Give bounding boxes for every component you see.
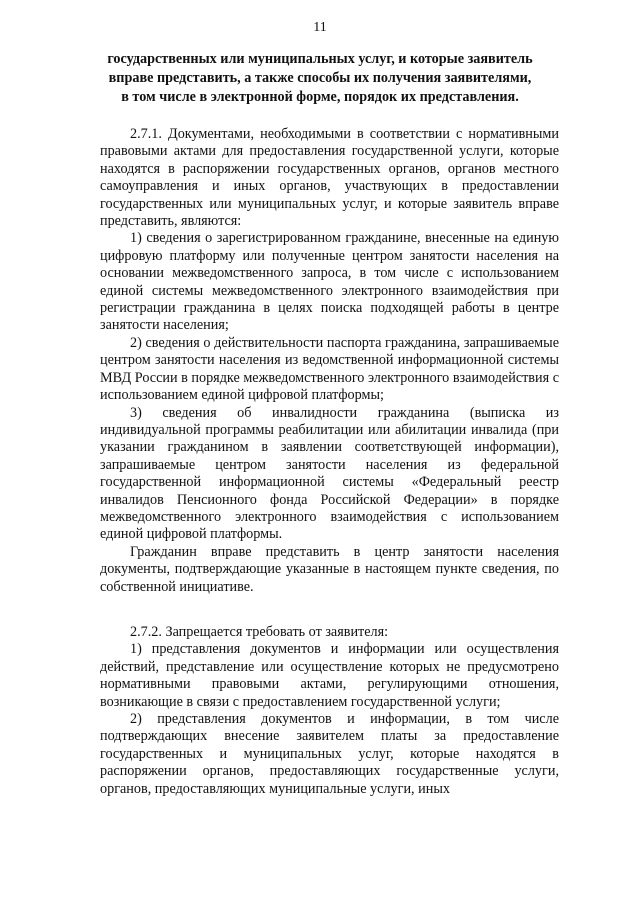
paragraph-2-7-1-item-1: 1) сведения о зарегистрированном гражданине, внесенные на единую цифровую платформу или полученные центром занятости населения на основании межведомственного запроса, в том числе с использованием единой системы межведомственного электронного взаимодействия при регистрации гражданина в целях поиска подходящей работы в центре занятости населения; — [100, 230, 559, 334]
paragraph-2-7-1-item-2: 2) сведения о действительности паспорта гражданина, запрашиваемые центром занятости населения из ведомственной информационной системы МВД России в порядке межведомственного электронного взаимодействия с использованием единой цифровой платформы; — [100, 334, 559, 404]
section-heading — [82, 50, 558, 107]
heading-line-2: вправе представить, а также способы их получения заявителями, — [108, 70, 532, 86]
heading-line-3: в том числе в электронной форме, порядок их представления. — [121, 89, 519, 105]
paragraph-2-7-2-item-1: 1) представления документов и информации или осуществления действий, представление или осуществление которых не предусмотрено нормативными правовыми актами, регулирующими отношения, возникающие в связи с предоставлением государственной услуги; — [100, 641, 559, 710]
paragraph-2-7-1-item-3: 3) сведения об инвалидности гражданина (выписка из индивидуальной программы реабилитации или абилитации инвалида (при указании гражданином в заявлении соответствующей информации), запрашиваемые центром занятости населения из федеральной государственной информационной системы «Федеральный реестр инвалидов Пенсионного фонда Российской Федерации» в порядке межведомственного электронного взаимодействия с использованием единой цифровой платформы. — [100, 404, 559, 543]
page-number: 11 — [313, 20, 327, 35]
paragraph-spacer — [100, 596, 559, 624]
paragraph-2-7-1: 2.7.1. Документами, необходимыми в соответствии с нормативными правовыми актами для предоставления государственной услуги, которые находятся в распоряжении государственных органов, органов местного самоуправления и иных органов, участвующих в предоставлении государственных или муниципальных услуг, и которые заявитель вправе представить, являются: — [100, 126, 559, 230]
paragraph-2-7-1-note: Гражданин вправе представить в центр занятости населения документы, подтверждающие указанные в настоящем пункте сведения, по собственной инициативе. — [100, 543, 559, 595]
heading-line-1: государственных или муниципальных услуг, и которые заявитель — [107, 51, 533, 67]
paragraph-2-7-2: 2.7.2. Запрещается требовать от заявителя: — [130, 623, 389, 640]
paragraph-2-7-2-item-2: 2) представления документов и информации, в том числе подтверждающих внесение заявителем платы за предоставление государственных и муниципальных услуг, которые находятся в распоряжении органов, предоставляющих государственные услуги, органов, предоставляющих муниципальные услуги, иных — [100, 711, 559, 797]
document-body — [100, 126, 559, 798]
